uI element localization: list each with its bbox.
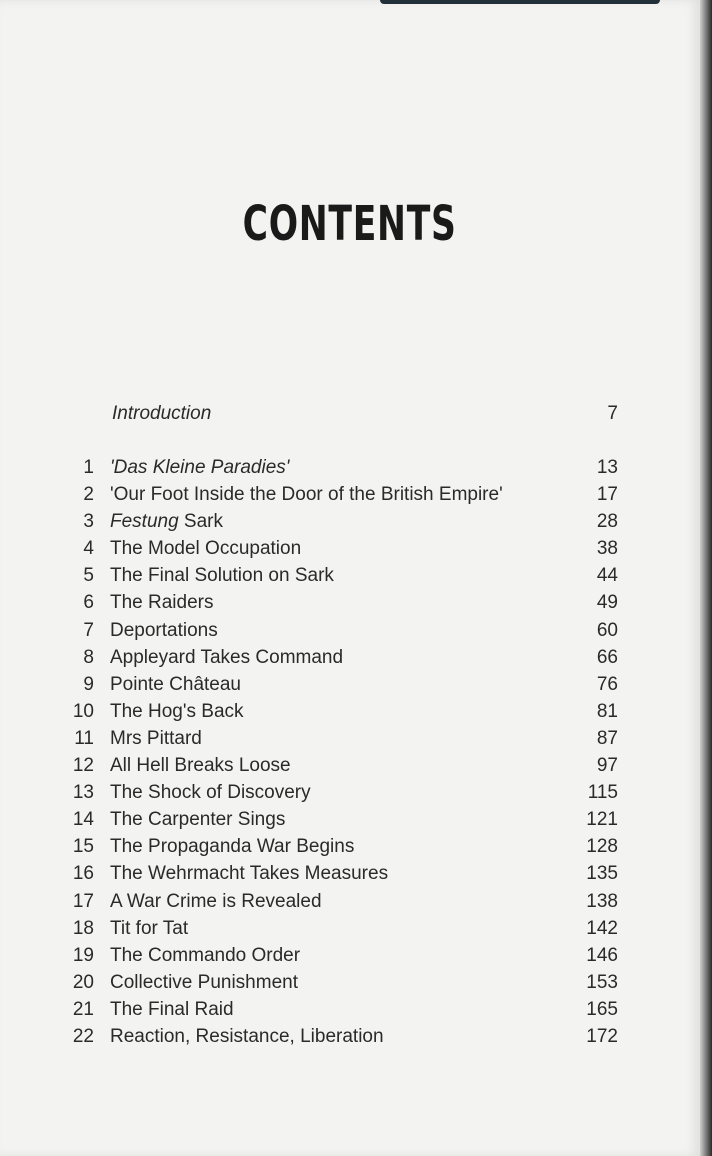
chapter-title [110, 972, 298, 994]
chapter-title-text: The Wehrmacht Takes Measures [110, 863, 389, 885]
chapter-page: 153 [586, 971, 618, 993]
chapter-title-text: The Hog's Back [110, 700, 244, 722]
book-edge [700, 0, 712, 1156]
chapter-list [70, 457, 620, 1053]
toc-entry [70, 457, 620, 484]
toc-entry [70, 891, 620, 918]
chapter-number: 2 [83, 484, 94, 506]
chapter-page: 146 [586, 944, 618, 966]
chapter-page: 97 [596, 755, 618, 777]
toc-entry [70, 999, 620, 1026]
chapter-title-text: Tit for Tat [110, 917, 189, 939]
chapter-title [110, 592, 214, 614]
chapter-title [110, 538, 301, 560]
chapter-title-text: The Propaganda War Begins [110, 836, 355, 858]
introduction-page: 7 [607, 403, 618, 424]
chapter-title-italic: 'Das Kleine Paradies' [110, 457, 290, 478]
chapter-number: 4 [83, 538, 94, 560]
chapter-number: 5 [83, 565, 94, 587]
chapter-number: 12 [72, 755, 94, 777]
chapter-title-text: 'Our Foot Inside the Door of the British Empire' [110, 484, 503, 506]
toc-entry [70, 972, 620, 999]
toc-entry [70, 755, 620, 782]
chapter-page: 115 [587, 782, 618, 804]
table-of-contents [70, 403, 620, 1053]
chapter-number: 21 [72, 998, 94, 1020]
toc-entry [70, 945, 620, 972]
chapter-number: 7 [83, 619, 94, 641]
chapter-title-text: The Shock of Discovery [110, 782, 311, 804]
chapter-page: 38 [596, 538, 618, 560]
toc-entry [70, 1026, 620, 1053]
toc-entry [70, 592, 620, 619]
chapter-title [110, 701, 244, 723]
toc-entry [70, 809, 620, 836]
chapter-number: 14 [72, 809, 94, 831]
chapter-title [110, 1026, 384, 1048]
chapter-title [110, 457, 289, 479]
toc-entry [70, 565, 620, 592]
toc-entry [70, 701, 620, 728]
chapter-page: 49 [596, 592, 618, 614]
chapter-page: 13 [596, 457, 618, 478]
chapter-title [110, 918, 188, 940]
chapter-title-text: The Final Raid [110, 998, 234, 1020]
toc-entry [70, 538, 620, 565]
chapter-number: 18 [72, 917, 94, 939]
chapter-title-text: Collective Punishment [110, 971, 298, 993]
chapter-title [110, 809, 285, 831]
chapter-page: 121 [586, 809, 618, 831]
chapter-number: 20 [72, 971, 94, 993]
chapter-page: 17 [596, 484, 618, 506]
chapter-title [110, 728, 202, 750]
chapter-page: 142 [586, 917, 618, 939]
chapter-title [110, 945, 300, 967]
toc-entry [70, 728, 620, 755]
chapter-title-text: A War Crime is Revealed [110, 890, 322, 912]
chapter-number: 17 [72, 890, 94, 912]
chapter-title-italic: Festung [110, 511, 179, 533]
chapter-number: 16 [72, 863, 94, 885]
page-top-edge [380, 0, 660, 4]
toc-entry [70, 674, 620, 701]
chapter-title-text: Mrs Pittard [110, 727, 202, 749]
chapter-number: 11 [74, 727, 94, 749]
chapter-title-text: Deportations [110, 619, 218, 641]
heading-wrap [0, 196, 700, 252]
chapter-number: 13 [72, 782, 94, 804]
chapter-title-text: The Carpenter Sings [110, 809, 286, 831]
chapter-page: 172 [586, 1025, 618, 1047]
toc-entry [70, 620, 620, 647]
chapter-number: 6 [83, 592, 94, 614]
chapter-title-text: The Raiders [110, 592, 214, 614]
chapter-title-text: Appleyard Takes Command [110, 646, 344, 668]
page-title: CONTENTS [243, 196, 457, 252]
introduction-title: Introduction [112, 403, 212, 424]
chapter-title [110, 863, 388, 885]
chapter-number: 1 [83, 457, 94, 478]
chapter-title-text: The Model Occupation [110, 538, 302, 560]
chapter-page: 87 [596, 727, 618, 749]
toc-entry [70, 484, 620, 511]
chapter-number: 8 [83, 646, 94, 668]
chapter-number: 19 [72, 944, 94, 966]
chapter-title-text: Reaction, Resistance, Liberation [110, 1025, 384, 1047]
chapter-title [110, 647, 343, 669]
toc-introduction [70, 403, 620, 431]
toc-entry [70, 863, 620, 890]
chapter-title [110, 565, 334, 587]
chapter-page: 128 [586, 836, 618, 858]
chapter-title-text: The Final Solution on Sark [110, 565, 334, 587]
toc-entry [70, 918, 620, 945]
chapter-page: 44 [596, 565, 618, 587]
chapter-page: 66 [596, 646, 618, 668]
chapter-title-text: Pointe Château [110, 673, 241, 695]
chapter-title [110, 674, 241, 696]
chapter-title [110, 836, 354, 858]
chapter-title [110, 511, 223, 533]
chapter-title [110, 891, 322, 913]
chapter-number: 22 [72, 1025, 94, 1047]
chapter-title-text: Sark [178, 511, 224, 533]
chapter-title [110, 999, 234, 1021]
chapter-page: 138 [586, 890, 618, 912]
chapter-page: 165 [586, 998, 618, 1020]
chapter-title [110, 484, 503, 506]
chapter-page: 135 [586, 863, 618, 885]
chapter-number: 9 [83, 673, 94, 695]
chapter-page: 81 [596, 700, 618, 722]
chapter-title [110, 782, 311, 804]
chapter-page: 60 [596, 619, 618, 641]
chapter-title-text: All Hell Breaks Loose [110, 755, 291, 777]
chapter-page: 76 [596, 673, 618, 695]
chapter-number: 3 [83, 511, 94, 533]
toc-entry [70, 511, 620, 538]
toc-entry [70, 782, 620, 809]
chapter-number: 10 [72, 700, 94, 722]
chapter-title [110, 755, 291, 777]
chapter-number: 15 [72, 836, 94, 858]
toc-entry [70, 836, 620, 863]
chapter-title [110, 620, 218, 642]
toc-entry [70, 647, 620, 674]
chapter-page: 28 [596, 511, 618, 533]
chapter-title-text: The Commando Order [110, 944, 301, 966]
